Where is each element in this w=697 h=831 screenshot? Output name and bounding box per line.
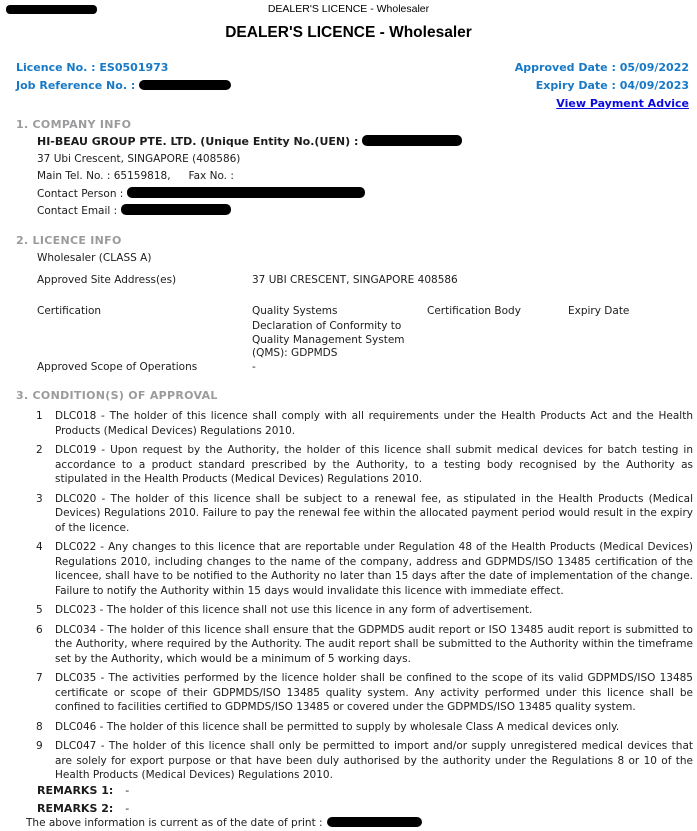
condition-text: DLC047 - The holder of this licence shall only be permitted to import and/or supply unregistered medical devices that are solely for export purpose or that have been duly authorised by the authority under the Regulations 8 or 10 of the Health Products (Medical Devices) Regulations 2010. — [55, 740, 693, 781]
site-address-value: 37 UBI CRESCENT, SINGAPORE 408586 — [252, 274, 458, 286]
condition-number: 3 — [36, 492, 43, 505]
job-reference-label: Job Reference No. : — [16, 79, 136, 92]
condition-item — [36, 603, 694, 618]
condition-number: 4 — [36, 541, 43, 553]
expiry-date-value: 04/09/2023 — [619, 79, 689, 92]
approved-scope-row — [37, 361, 692, 373]
col-header-certification: Certification — [37, 305, 102, 317]
condition-number: 5 — [36, 604, 43, 616]
redacted-print-date — [327, 817, 422, 827]
main-tel-label: Main Tel. No. : — [37, 170, 111, 182]
section-heading-company-info: 1. COMPANY INFO — [16, 118, 132, 131]
condition-number: 9 — [36, 740, 43, 752]
date-of-print-label: The above information is current as of the date of print : — [26, 817, 323, 829]
remarks-2-value: - — [125, 801, 130, 815]
section-heading-conditions: 3. CONDITION(S) OF APPROVAL — [16, 389, 218, 402]
company-name-line — [37, 133, 462, 151]
remarks-line — [37, 782, 129, 800]
fax-label: Fax No. : — [188, 170, 234, 182]
col-header-expiry-date: Expiry Date — [568, 305, 630, 317]
col-header-quality-systems: Quality Systems — [252, 305, 338, 317]
print-header: DEALER'S LICENCE - Wholesaler — [267, 3, 430, 15]
company-name-uen-label: HI-BEAU GROUP PTE. LTD. (Unique Entity No.(UEN) : — [37, 135, 359, 148]
condition-number: 7 — [36, 672, 43, 684]
scope-value: - — [252, 361, 256, 373]
condition-item — [36, 409, 694, 438]
cert-body-value-empty — [427, 320, 568, 364]
condition-number: 1 — [36, 410, 43, 422]
remarks-1-label: REMARKS 1: — [37, 784, 114, 797]
main-tel-value: 65159818, — [113, 170, 171, 182]
company-address: 37 Ubi Crescent, SINGAPORE (408586) — [37, 152, 241, 165]
job-reference-line — [16, 77, 231, 95]
expiry-date-value-empty — [568, 320, 692, 364]
conditions-list — [36, 409, 694, 788]
condition-item — [36, 739, 694, 783]
remarks-line — [37, 800, 129, 818]
contact-person-label: Contact Person : — [37, 187, 124, 200]
remarks-1-value: - — [125, 784, 130, 797]
approved-date-value: 05/09/2022 — [619, 61, 689, 74]
licence-meta-right — [515, 59, 689, 113]
licence-class: Wholesaler (CLASS A) — [37, 252, 152, 264]
contact-email-label: Contact Email : — [37, 205, 118, 217]
quality-systems-value: Declaration of Conformity to Quality Management System (QMS): GDPMDS — [252, 320, 405, 359]
condition-item — [36, 492, 694, 536]
approved-date-line — [515, 59, 689, 77]
licence-number-value: ES0501973 — [99, 61, 169, 74]
condition-number: 8 — [36, 720, 43, 733]
site-address-label: Approved Site Address(es) — [37, 274, 177, 286]
redacted-job-reference — [139, 80, 231, 90]
condition-text: DLC034 - The holder of this licence shall ensure that the GDPMDS audit report or ISO 13485 audit report is submitted to the Authority, where required by the Authority. The audit report shall be submitted to the Authority within the timeframe set by the Authority, which would be a minimum of 5 working days. — [55, 623, 693, 665]
page-title: DEALER'S LICENCE - Wholesaler — [225, 24, 472, 41]
expiry-date-label: Expiry Date : — [535, 79, 616, 92]
condition-text: DLC020 - The holder of this licence shall be subject to a renewal fee, as stipulated in the Health Products (Medical Devices) Regulations 2010. Failure to pay the renewal fee within the allocated payment period would result in the expiry of the licence. — [55, 492, 693, 534]
condition-item — [36, 443, 694, 487]
condition-text: DLC035 - The activities performed by the licence holder shall be confined to the scope of its valid GDPMDS/ISO 13485 certificate or scope of their GDPMDS/ISO 13485 quality system. Any activity performed under this licence shall be confined to facilities certified to GDPMDS/ISO 13485 or covered under the GDPMDS/ISO 13485 quality system. — [55, 672, 693, 713]
condition-item — [36, 671, 694, 715]
condition-text: DLC018 - The holder of this licence shall comply with all requirements under the Health Products Act and the Health Products (Medical Devices) Regulations 2010. — [55, 410, 693, 437]
scope-label: Approved Scope of Operations — [37, 361, 198, 373]
view-payment-advice-link[interactable]: View Payment Advice — [556, 97, 689, 110]
condition-text: DLC019 - Upon request by the Authority, the holder of this licence shall submit medical devices for batch testing in accordance to a product standard prescribed by the Authority, to a testing body recognised by the Authority as stipulated in the Health Products (Medical Devices) Regulations 2010. — [55, 444, 693, 485]
condition-number: 2 — [36, 444, 43, 456]
condition-text: DLC023 - The holder of this licence shall not use this licence in any form of advertisement. — [55, 604, 533, 616]
redacted-contact-email — [121, 204, 231, 215]
condition-text: DLC022 - Any changes to this licence that are reportable under Regulation 48 of the Health Products (Medical Devices) Regulations 2010, including changes to the name of the company, address and GDPMDS/ISO 13485 certification of the licencee, shall have to be notified to the Authority no later than 15 days after the date of implementation of the change. Failure to notify the Authority within 15 days would invalidate this licence with immediate effect. — [55, 541, 693, 597]
condition-number: 6 — [36, 623, 43, 636]
condition-item — [36, 720, 694, 735]
section-heading-licence-info: 2. LICENCE INFO — [16, 234, 122, 247]
remarks-block — [37, 782, 129, 817]
cert-cell-empty — [37, 320, 252, 364]
contact-email-line — [37, 203, 462, 221]
remarks-2-label: REMARKS 2: — [37, 801, 114, 815]
certification-table — [37, 305, 692, 364]
company-info-block — [37, 133, 462, 221]
contact-person-line — [37, 186, 462, 204]
redacted-contact-person — [127, 187, 365, 198]
redacted-uen — [362, 135, 462, 146]
approved-date-label: Approved Date : — [514, 61, 616, 74]
condition-item — [36, 540, 694, 598]
condition-item — [36, 623, 694, 667]
licence-number-label: Licence No. : — [16, 61, 96, 74]
licence-number-line — [16, 59, 231, 77]
expiry-date-line — [515, 77, 689, 95]
approved-site-address-row — [37, 274, 692, 286]
col-header-certification-body: Certification Body — [427, 305, 521, 317]
company-phone-line — [37, 168, 462, 186]
date-of-print-line — [26, 817, 422, 829]
condition-text: DLC046 - The holder of this licence shall be permitted to supply by wholesale Class A medical devices only. — [55, 720, 620, 733]
licence-meta-left — [16, 59, 231, 95]
